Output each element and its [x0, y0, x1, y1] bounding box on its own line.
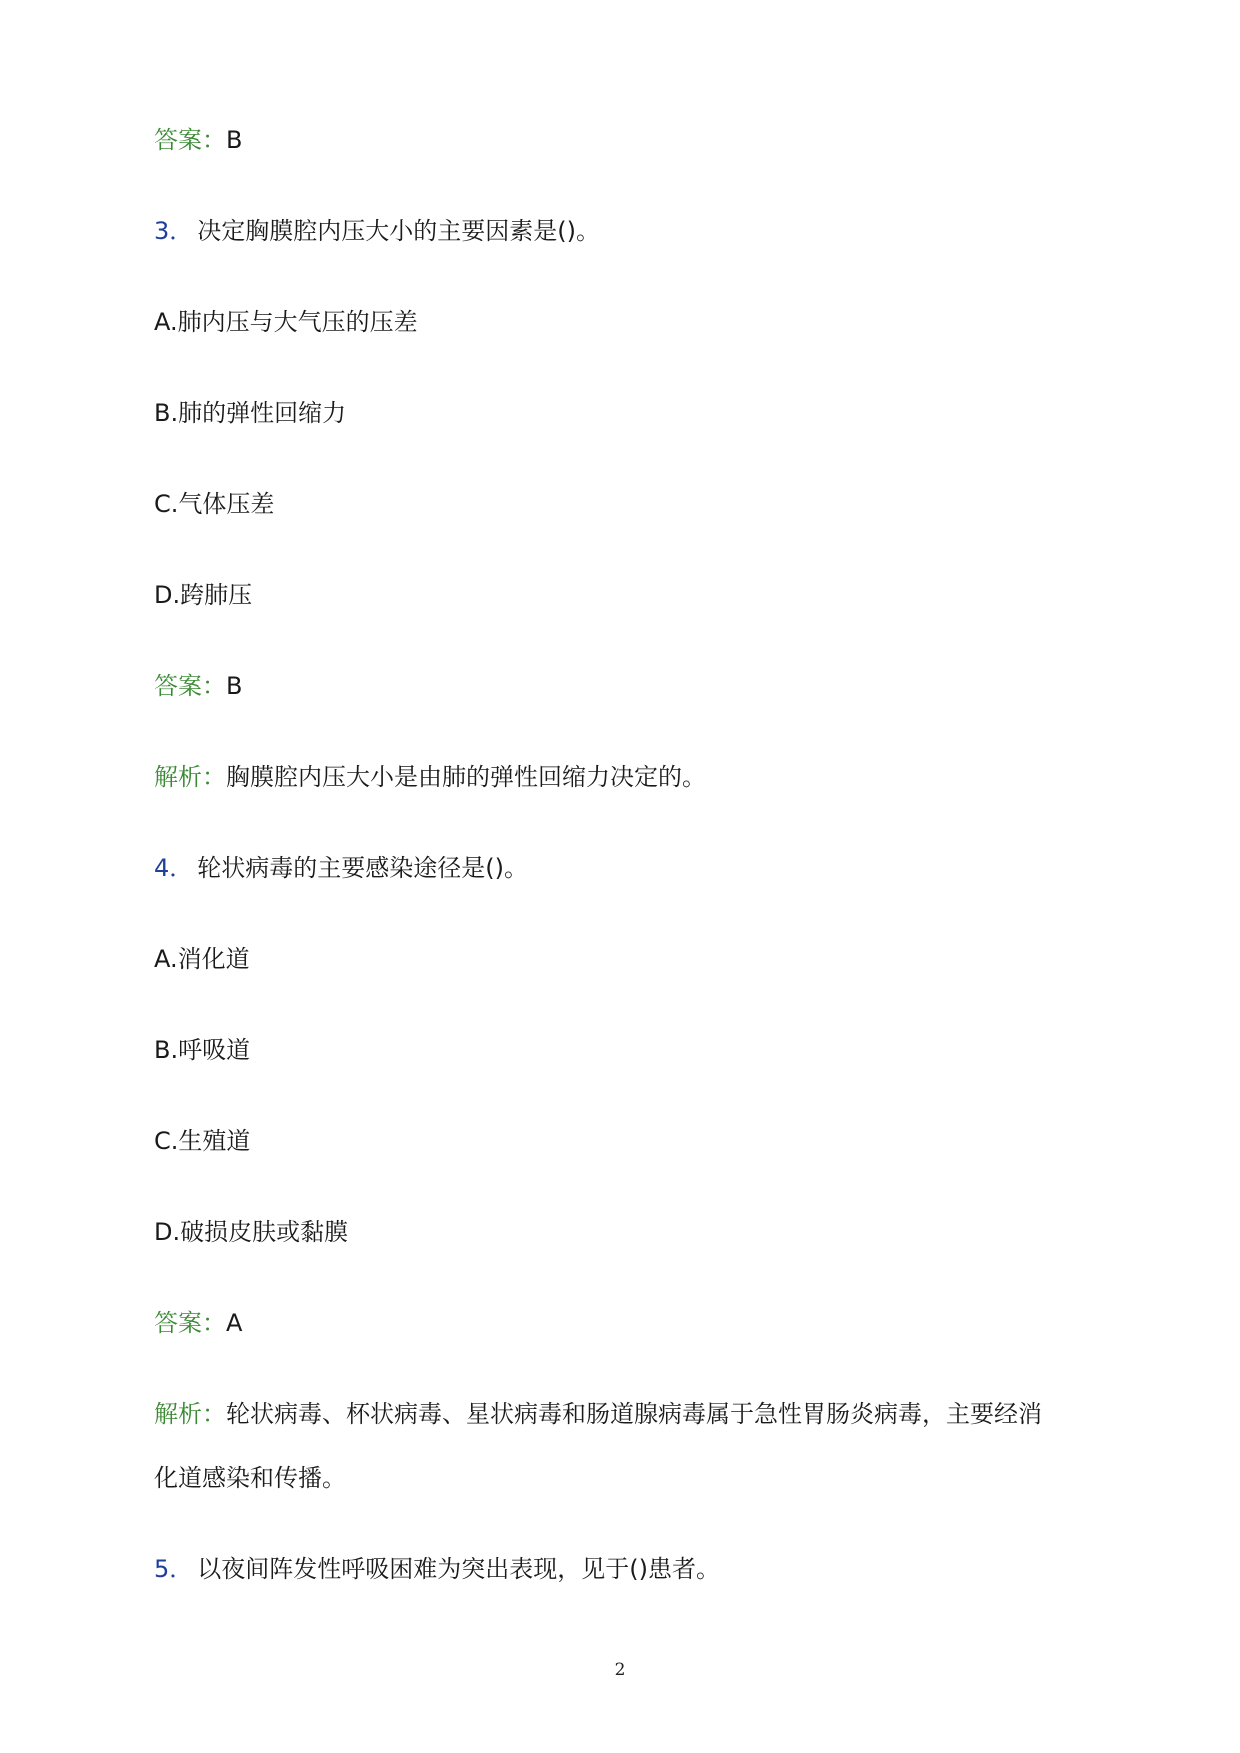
analysis-label: 解析：	[154, 1400, 226, 1428]
question-text: 以夜间阵发性呼吸困难为突出表现，见于()患者。	[197, 1555, 721, 1583]
q4-option-d: D.破损皮肤或黏膜	[154, 1218, 349, 1246]
q4-answer-line	[154, 1306, 242, 1340]
q3-option-d: D.跨肺压	[154, 581, 253, 609]
answer-label: 答案：	[154, 126, 226, 154]
answer-line-prev	[154, 123, 242, 157]
q3-analysis-line	[154, 760, 706, 794]
q3-answer-line	[154, 669, 242, 703]
question-3-stem	[154, 214, 600, 248]
question-text: 决定胸膜腔内压大小的主要因素是()。	[197, 217, 601, 245]
question-number: 5．	[154, 1555, 194, 1583]
question-4-stem	[154, 851, 528, 885]
page-number: 2	[614, 1660, 626, 1680]
q4-option-c: C.生殖道	[154, 1127, 251, 1155]
q4-option-b: B.呼吸道	[154, 1036, 251, 1064]
q4-analysis-line-1	[154, 1397, 1042, 1431]
answer-label: 答案：	[154, 1309, 226, 1337]
q4-analysis-line-2: 化道感染和传播。	[154, 1464, 346, 1492]
analysis-label: 解析：	[154, 763, 226, 791]
question-number: 3．	[154, 217, 194, 245]
question-text: 轮状病毒的主要感染途径是()。	[197, 854, 529, 882]
question-number: 4．	[154, 854, 194, 882]
answer-label: 答案：	[154, 672, 226, 700]
answer-value: B	[226, 672, 243, 700]
q3-option-b: B.肺的弹性回缩力	[154, 399, 347, 427]
q4-option-a: A.消化道	[154, 945, 250, 973]
answer-value: B	[226, 126, 243, 154]
analysis-text: 轮状病毒、杯状病毒、星状病毒和肠道腺病毒属于急性胃肠炎病毒，主要经消	[226, 1400, 1042, 1428]
answer-value: A	[226, 1309, 243, 1337]
analysis-text: 胸膜腔内压大小是由肺的弹性回缩力决定的。	[226, 763, 706, 791]
question-5-stem	[154, 1552, 720, 1586]
q3-option-a: A.肺内压与大气压的压差	[154, 308, 418, 336]
q3-option-c: C.气体压差	[154, 490, 275, 518]
